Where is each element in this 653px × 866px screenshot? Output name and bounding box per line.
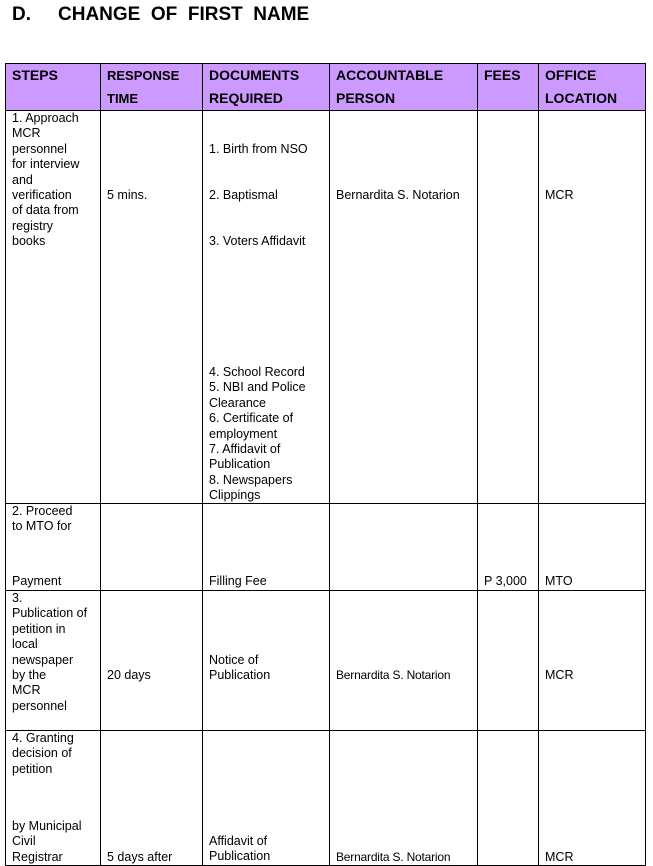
office-location-cell [539,111,646,504]
step-text-line: books [12,234,46,249]
office-location-cell [539,504,646,591]
step-text-line: and [12,172,33,187]
header-steps [6,64,101,111]
documents-cell [203,111,330,504]
table-row [6,731,646,866]
cell-text: 1. Birth from NSO [209,142,308,156]
header-row [6,64,646,111]
cell-text: STEPS [12,67,58,83]
step-cell [6,591,101,731]
cell-text: RESPONSE [107,68,180,83]
step-text-line: MCR [12,126,41,141]
section-heading [12,4,309,26]
document-text-line: Publication [209,457,271,472]
step-text-line: local [12,637,38,652]
cell-text: MCR [545,188,574,202]
cell-text: ACCOUNTABLE [336,67,444,83]
document-text-line: Affidavit of [209,834,268,848]
fees-cell [478,504,539,591]
step-cell [6,731,101,866]
step-text-line: registry [12,218,53,233]
fees-cell [478,591,539,731]
document-text-line: Publication [209,849,271,864]
accountable-person-cell [330,111,478,504]
cell-text: Bernardita S. Notarion [336,668,451,682]
response-time-cell [101,111,203,504]
accountable-person-cell [330,504,478,591]
step-text-line: 3. [12,591,23,605]
step-text-line: petition [12,761,53,776]
cell-text: MTO [545,574,573,588]
document-text-line: Notice of [209,653,259,667]
step-text-line: Registrar [12,849,63,864]
cell-text: Payment [12,574,62,588]
step-cell [6,111,101,504]
section-title: CHANGE OF FIRST NAME [58,4,310,25]
step-text-line: Publication of [12,606,88,621]
header-accountable-person [330,64,478,111]
response-time-cell [101,591,203,731]
step-text-line: 1. Approach [12,111,79,125]
table-row [6,111,646,504]
step-text-line: newspaper [12,652,74,667]
step-text-line: MCR [12,683,41,698]
table-row [6,591,646,731]
office-location-cell [539,731,646,866]
cell-text: TIME [107,91,139,106]
header-response-time [101,64,203,111]
step-text-line: to MTO for [12,519,72,534]
header-fees [478,64,539,111]
cell-text: 5 days after [107,850,173,864]
cell-text: Filling Fee [209,574,267,588]
step-text-line: of data from [12,203,79,218]
document-text-line: 8. Newspapers [209,472,293,487]
documents-cell [203,731,330,866]
cell-text: Bernardita S. Notarion [336,188,460,202]
cell-text: LOCATION [545,90,618,106]
documents-cell [203,591,330,731]
accountable-person-cell [330,591,478,731]
document-text-line: 5. NBI and Police [209,380,306,395]
step-text-line: by Municipal [12,819,82,833]
section-letter: D. [12,4,31,25]
step-text-line: personnel [12,141,67,156]
header-office-location [539,64,646,111]
cell-text: 20 days [107,668,151,682]
document-text-line: Clippings [209,488,261,503]
fees-cell [478,111,539,504]
cell-text: 5 mins. [107,188,148,202]
document-text-line: 6. Certificate of [209,411,294,426]
documents-cell [203,504,330,591]
header-documents-required [203,64,330,111]
cell-text: OFFICE [545,67,597,83]
document-text-line: Clearance [209,395,266,410]
cell-text: 2. Baptismal [209,188,278,202]
response-time-cell [101,504,203,591]
step-text-line: by the [12,668,47,683]
cell-text: PERSON [336,90,396,106]
step-text-line: 2. Proceed [12,504,73,518]
step-text-line: verification [12,188,72,203]
step-text-line: for interview [12,157,80,172]
document-text-line: 7. Affidavit of [209,442,281,457]
accountable-person-cell [330,731,478,866]
step-text-line: personnel [12,698,67,713]
fees-cell [478,731,539,866]
document-text-line: Publication [209,668,271,683]
cell-text: MCR [545,850,574,864]
cell-text: Bernardita S. Notarion [336,850,451,864]
document-text-line: employment [209,426,278,441]
response-time-cell [101,731,203,866]
table-row [6,504,646,591]
cell-text: MCR [545,668,574,682]
step-text-line: decision of [12,746,72,761]
step-text-line: 4. Granting [12,731,74,745]
cell-text: REQUIRED [209,90,283,106]
cell-text: P 3,000 [484,574,527,588]
cell-text: FEES [484,67,521,83]
step-text-line: petition in [12,621,66,636]
step-cell [6,504,101,591]
procedure-table [5,63,646,866]
cell-text: 3. Voters Affidavit [209,234,306,248]
step-text-line: Civil [12,834,36,849]
cell-text: DOCUMENTS [209,67,300,83]
office-location-cell [539,591,646,731]
document-text-line: 4. School Record [209,365,305,379]
